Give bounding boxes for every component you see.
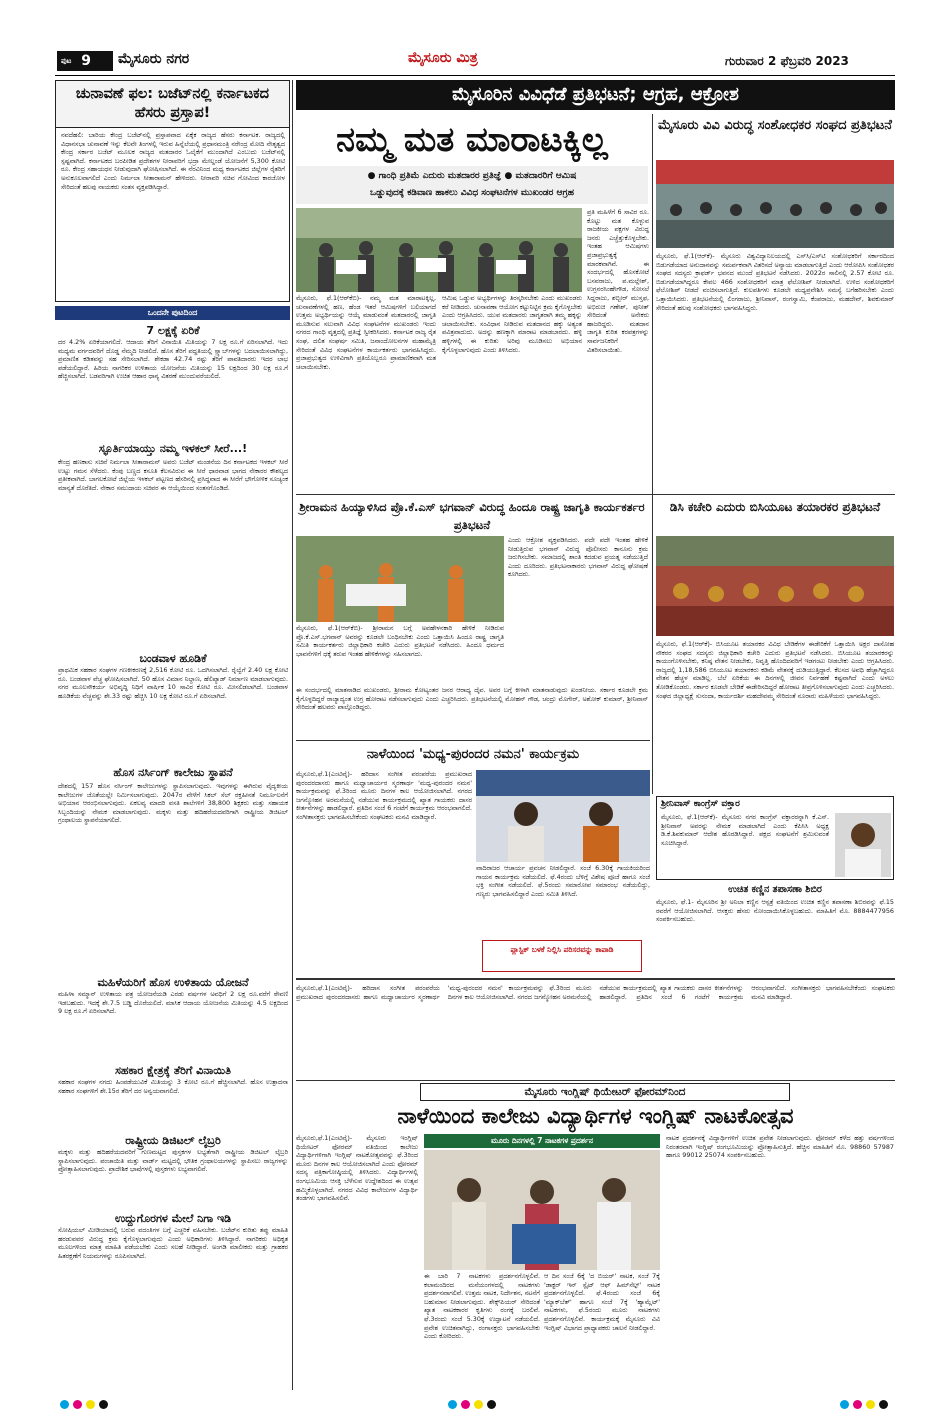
lead-body-col1: ಮೈಸೂರು, ಫೆ.1(ಆರ್‌ಕೆಬಿ)- ನಮ್ಮ ಮತ ಮಾರಾಟಕ್ಕಿಲ್ಲ, ಚುನಾವಣೆಗಳಲ್ಲಿ ಹಣ, ಹೆಂಡ ಇತರೆ ಆಮಿಷಗಳಿಗೆ ಬಲಿಯಾಗದೆ ಉತ್ತಮ ಅಭ್ಯರ್ಥಿಯನ್ನು ಆಯ್ಕೆ ಮಾಡುವಂತೆ ಮತದಾರರಲ್ಲಿ ಜಾಗೃತಿ ಮೂಡಿಸುವ ಸಲುವಾಗಿ ವಿವಿಧ ಸಂಘಟನೆಗಳ ಮುಖಂಡರು ಇಂದು ನಗರದ ಗಾಂಧಿ ವೃತ್ತದಲ್ಲಿ ಪ್ರತಿಜ್ಞೆ ಸ್ವೀಕರಿಸಿದರು. ಕರ್ನಾಟಕ ರಾಜ್ಯ ರೈತ ಸಂಘ, ದಲಿತ ಸಂಘರ್ಷ ಸಮಿತಿ, ಜನಾಂದೋಲನಗಳ ಮಹಾಮೈತ್ರಿ ಸೇರಿದಂತೆ ವಿವಿಧ ಸಂಘಟನೆಗಳ ಕಾರ್ಯಕರ್ತರು ಭಾಗವಹಿಸಿದ್ದರು. ಪ್ರಜಾಪ್ರಭುತ್ವದ ಉಳಿವಿಗಾಗಿ ಪ್ರತಿಯೊಬ್ಬರೂ ಪ್ರಾಮಾಣಿಕವಾಗಿ ಮತ ಚಲಾಯಿಸಬೇಕು.	[296, 294, 436, 371]
press-meet-photo-image	[476, 770, 650, 862]
cooks-protest-photo-image	[656, 536, 894, 636]
cyan-dot	[60, 1400, 69, 1409]
black-dot	[879, 1400, 888, 1409]
srm-body-col2: ಎಂದು ಆಕ್ರೋಶ ವ್ಯಕ್ತಪಡಿಸಿದರು. ಪದೇ ಪದೇ ಇಂತಹ ಹೇಳಿಕೆ ನೀಡುತ್ತಿರುವ ಭಗವಾನ್ ವಿರುದ್ಧ ಪೊಲೀಸರು ಕಾನೂನು ಕ್ರಮ ಜರುಗಿಸಬೇಕು. ಸಮಾಜದಲ್ಲಿ ಶಾಂತಿ ಕದಡುವ ಪ್ರಯತ್ನ ನಡೆಯುತ್ತಿದೆ ಎಂದು ದೂರಿದರು. ಪ್ರತಿಭಟನಾಕಾರರು ಭಗವಾನ್ ವಿರುದ್ಧ ಘೋಷಣೆ ಕೂಗಿದರು.	[508, 536, 648, 579]
lead-body-col3: ಪ್ರತಿ ಮಹಿಳೆಗೆ 6 ಸಾವಿರ ರೂ. ಕೊಟ್ಟು ಮತ ಕೊಳ್ಳುವ ರಾಜಕೀಯ ಪಕ್ಷಗಳ ವಿರುದ್ಧ ಜನರು ಎಚ್ಚೆತ್ತುಕೊಳ್ಳಬೇಕು. ಇಂತಹ ಆಮಿಷಗಳು ಪ್ರಜಾಪ್ರಭುತ್ವಕ್ಕೆ ಮಾರಕವಾಗಿವೆ. ಈ ಸಂದರ್ಭದಲ್ಲಿ ಹೊಸಕೋಟೆ ಬಸವರಾಜು, ಪ.ಮಲ್ಲೇಶ್, ಉಗ್ರನರಸಿಂಹೇಗೌಡ, ಸೋಸಲೆ ಸಿದ್ದರಾಜು, ಶಬ್ಬೀರ್ ಮುಸ್ತಫ, ಅಭಿರುಚಿ ಗಣೇಶ್, ಪುನೀತ್ ಸೇರಿದಂತೆ ಅನೇಕರು ಹಾಜರಿದ್ದರು. ಮತದಾನ ಜಾಗೃತಿ ಕುರಿತ ಕರಪತ್ರಗಳನ್ನು ಸಾರ್ವಜನಿಕರಿಗೆ ವಿತರಿಸಲಾಯಿತು.	[587, 208, 649, 354]
magenta-dot	[853, 1400, 862, 1409]
madhya-headline: ನಾಳೆಯಿಂದ 'ಮಧ್ಯ-ಪುರಂದರ ನಮನ' ಕಾರ್ಯಕ್ರಮ	[366, 747, 580, 762]
section-body: ಮಹಿಳಾ ಸಮ್ಮಾನ್ ಉಳಿತಾಯ ಪತ್ರ ಯೋಜನೆಯಡಿ ಎರಡು ವರ್ಷಗಳ ಅವಧಿಗೆ 2 ಲಕ್ಷ ರೂ.ವರೆಗೆ ಠೇವಣಿ ಇಡಬಹುದು. ಇದಕ್ಕೆ ಶೇ.7.5 ಬಡ್ಡಿ ದೊರೆಯಲಿದೆ. ಮಾಸಿಕ ಆದಾಯ ಯೋಜನೆಯ ಮಿತಿಯನ್ನು 4.5 ಲಕ್ಷದಿಂದ 9 ಲಕ್ಷ ರೂ.ಗೆ ಏರಿಸಲಾಗಿದೆ.	[58, 990, 288, 1016]
magenta-dot	[461, 1400, 470, 1409]
election-headline: ಚುನಾವಣೆ ಫಲ: ಬಜೆಟ್‌ನಲ್ಲಿ ಕರ್ನಾಟಕದ ಹೆಸರು ಪ್ರಸ್ತಾಪ!	[56, 81, 289, 128]
yellow-dot	[474, 1400, 483, 1409]
srm-body-col1: ಮೈಸೂರು, ಫೆ.1(ಆರ್‌ಕೆಬಿ)- ಶ್ರೀರಾಮನ ಬಗ್ಗೆ ಅವಹೇಳನಕಾರಿ ಹೇಳಿಕೆ ನೀಡಿರುವ ಪ್ರೊ.ಕೆ.ಎಸ್.ಭಗವಾನ್ ಅವರನ್ನು ಕೂಡಲೇ ಬಂಧಿಸಬೇಕು ಎಂದು ಒತ್ತಾಯಿಸಿ ಹಿಂದೂ ರಾಷ್ಟ್ರ ಜಾಗೃತಿ ಸಮಿತಿ ಕಾರ್ಯಕರ್ತರು ಜಿಲ್ಲಾಧಿಕಾರಿ ಕಚೇರಿ ಎದುರು ಪ್ರತಿಭಟನೆ ನಡೆಸಿದರು. ಹಿಂದೂ ಧರ್ಮದ ಭಾವನೆಗಳಿಗೆ ಧಕ್ಕೆ ತರುವ ಇಂತಹ ಹೇಳಿಕೆಗಳನ್ನು ಸಹಿಸಲಾಗದು.	[296, 624, 504, 658]
hindu-protest-photo-image	[296, 536, 504, 622]
black-dot	[487, 1400, 496, 1409]
yellow-dot	[86, 1400, 95, 1409]
yellow-dot	[866, 1400, 875, 1409]
vv-photo	[656, 160, 894, 248]
section-title: ಸಹಕಾರ ಕ್ಷೇತ್ರಕ್ಕೆ ತೆರಿಗೆ ವಿನಾಯಿತಿ	[115, 1064, 231, 1077]
section-name: ಮೈಸೂರು ನಗರ	[118, 51, 190, 67]
theatre-body-col3: ಆ ದಿನ ಸಂಜೆ 6ಕ್ಕೆ 'ದ ಬಿಯರ್' ನಾಟಕ, ಸಂಜೆ 7ಕ್ಕೆ 'ಡಾಕ್ಟರ್ ಇನ್ ಸ್ಪೈಟ್ ಆಫ್ ಹಿಮ್‌ಸೆಲ್ಫ್' ನಾಟಕ ಪ್ರದರ್ಶನಗೊಳ್ಳಲಿದೆ. ಫೆ.4ರಂದು ಸಂಜೆ 6ಕ್ಕೆ 'ಮ್ಯಾಕ್‌ಬೆತ್' ಹಾಗೂ ಸಂಜೆ 7ಕ್ಕೆ 'ಹ್ಯಾಮ್ಲೆಟ್' ನಾಟಕಗಳು, ಫೆ.5ರಂದು ಮೂರು ನಾಟಕಗಳು ಪ್ರದರ್ಶನಗೊಳ್ಳಲಿವೆ. ಕಾರ್ಯಕ್ರಮಕ್ಕೆ ಮೈಸೂರು ವಿವಿ ಇಂಗ್ಲಿಷ್ ವಿಭಾಗದ ಪ್ರಾಧ್ಯಾಪಕರು ಚಾಲನೆ ನೀಡಲಿದ್ದಾರೆ.	[544, 1272, 660, 1332]
section-body: ಪ್ರಾಥಮಿಕ ಸಹಕಾರ ಸಂಘಗಳ ಗಣಕೀಕರಣಕ್ಕೆ 2,516 ಕೋಟಿ ರೂ. ಒದಗಿಸಲಾಗಿದೆ. ರೈಲ್ವೆಗೆ 2.40 ಲಕ್ಷ ಕೋಟಿ ರೂ. ಬಂಡವಾಳ ವೆಚ್ಚ ಘೋಷಿಸಲಾಗಿದೆ. 50 ಹೊಸ ವಿಮಾನ ನಿಲ್ದಾಣ, ಹೆಲಿಪ್ಯಾಡ್ ನಿರ್ಮಾಣ ಮಾಡಲಾಗುವುದು. ನಗರ ಮೂಲಸೌಕರ್ಯ ಅಭಿವೃದ್ಧಿ ನಿಧಿಗೆ ವಾರ್ಷಿಕ 10 ಸಾವಿರ ಕೋಟಿ ರೂ. ಮೀಸಲಿಡಲಾಗಿದೆ. ಬಂಡವಾಳ ಹೂಡಿಕೆಯ ವೆಚ್ಚವನ್ನು ಶೇ.33 ರಷ್ಟು ಹೆಚ್ಚಿಸಿ 10 ಲಕ್ಷ ಕೋಟಿ ರೂ.ಗೆ ಏರಿಸಲಾಗಿದೆ.	[58, 666, 288, 700]
plastic-ad: ಪ್ಲಾಸ್ಟಿಕ್ ಬಳಕೆ ನಿಲ್ಲಿಸಿ ಪರಿಸರವನ್ನು ಕಾಪಾಡಿ	[482, 940, 642, 972]
top-banner: ಮೈಸೂರಿನ ವಿವಿಧೆಡೆ ಪ್ರತಿಭಟನೆ; ಆಗ್ರಹ, ಆಕ್ರೋಶ	[296, 80, 895, 110]
eye-camp-headline: ಉಚಿತ ಕಣ್ಣಿನ ತಪಾಸಣಾ ಶಿಬಿರ	[728, 884, 822, 895]
theatre-body-col4: ನಾಟಕ ಪ್ರದರ್ಶನಕ್ಕೆ ವಿದ್ಯಾರ್ಥಿಗಳಿಗೆ ಉಚಿತ ಪ್ರವೇಶ ನೀಡಲಾಗುವುದು. ಫೋರಮ್ ಕಳೆದ ಹತ್ತು ವರ್ಷಗಳಿಂದ ನಿರಂತರವಾಗಿ ಇಂಗ್ಲಿಷ್ ರಂಗಭೂಮಿಯನ್ನು ಪ್ರೋತ್ಸಾಹಿಸುತ್ತಿದೆ. ಹೆಚ್ಚಿನ ಮಾಹಿತಿಗೆ ಮೊ. 98860 57987 ಹಾಗೂ 99012 25074 ಸಂಪರ್ಕಿಸಬಹುದು.	[666, 1134, 894, 1160]
election-body: ನವದೆಹಲಿ: ಬಾರಿಯ ಕೇಂದ್ರ ಬಜೆಟ್‌ನಲ್ಲಿ ಪ್ರಸ್ತಾಪವಾದ ಏಕೈಕ ರಾಜ್ಯದ ಹೆಸರು ಕರ್ನಾಟಕ. ರಾಜ್ಯದಲ್ಲಿ ವಿಧಾನಸಭಾ ಚುನಾವಣೆ ಇನ್ನು ಕೆಲವೇ ತಿಂಗಳಲ್ಲಿ ಇರುವ ಹಿನ್ನೆಲೆಯಲ್ಲಿ ಪ್ರಧಾನಮಂತ್ರಿ ನರೇಂದ್ರ ಮೋದಿ ನೇತೃತ್ವದ ಕೇಂದ್ರ ಸರ್ಕಾರ ಬಜೆಟ್ ಮೂಲಕ ರಾಜ್ಯದ ಮತದಾರರ ಓಲೈಕೆಗೆ ಮುಂದಾಗಿದೆ ಎಂಬುದು ಬಜೆಟ್‌ನಲ್ಲಿ ಸ್ಪಷ್ಟವಾಗಿದೆ. ಕರ್ನಾಟಕದ ಬರಪೀಡಿತ ಪ್ರದೇಶಗಳ ನೀರಾವರಿಗೆ ಭದ್ರಾ ಮೇಲ್ದಂಡೆ ಯೋಜನೆಗೆ 5,300 ಕೋಟಿ ರೂ. ಕೇಂದ್ರ ಸಹಾಯಧನ ನೀಡುವುದಾಗಿ ಘೋಷಿಸಲಾಗಿದೆ. ಈ ನೆರವಿನಿಂದ ಮಧ್ಯ ಕರ್ನಾಟಕದ ಜಿಲ್ಲೆಗಳ ರೈತರಿಗೆ ಅನುಕೂಲವಾಗಲಿದೆ ಎಂದು ನಿರ್ಮಲಾ ಸೀತಾರಾಮನ್ ಹೇಳಿದರು. ನೀರಾವರಿ ಸಚಿವ ಗೋವಿಂದ ಕಾರಜೋಳ ಸೇರಿದಂತೆ ಹಲವು ನಾಯಕರು ಸಂತಸ ವ್ಯಕ್ತಪಡಿಸಿದ್ದಾರೆ.	[61, 131, 285, 191]
row-divider	[296, 740, 650, 741]
theatre-body-col1: ಮೈಸೂರು,ಫೆ.1(ಎಂಟಿವೈ)- ಮೈಸೂರು ಇಂಗ್ಲಿಷ್ ಥಿಯೇಟರ್ ಫೋರಮ್ ವತಿಯಿಂದ ಕಾಲೇಜು ವಿದ್ಯಾರ್ಥಿಗಳಿಗಾಗಿ ಇಂಗ್ಲಿಷ್ ನಾಟಕೋತ್ಸವವನ್ನು ಫೆ.3ರಿಂದ ಮೂರು ದಿನಗಳ ಕಾಲ ಆಯೋಜಿಸಲಾಗಿದೆ ಎಂದು ಫೋರಮ್ ಸದಸ್ಯ ಪತ್ರಿಕಾಗೋಷ್ಠಿಯಲ್ಲಿ ತಿಳಿಸಿದರು. ವಿದ್ಯಾರ್ಥಿಗಳಲ್ಲಿ ರಂಗಭೂಮಿಯ ಆಸಕ್ತಿ ಬೆಳೆಸುವ ಉದ್ದೇಶದಿಂದ ಈ ಉತ್ಸವ ಹಮ್ಮಿಕೊಳ್ಳಲಾಗಿದೆ. ನಗರದ ವಿವಿಧ ಕಾಲೇಜುಗಳ ವಿದ್ಯಾರ್ಥಿ ತಂಡಗಳು ಭಾಗವಹಿಸಲಿವೆ.	[296, 1134, 418, 1203]
vv-headline: ಮೈಸೂರು ವಿವಿ ವಿರುದ್ಧ ಸಂಶೋಧಕರ ಸಂಘದ ಪ್ರತಿಭಟನೆ	[658, 118, 892, 133]
lead-deck-line-2: ಒಡ್ಡುವುದಕ್ಕೆ ಕಡಿವಾಣ ಹಾಕಲು ವಿವಿಧ ಸಂಘಟನೆಗಳ ಮುಖಂಡರ ಆಗ್ರಹ	[370, 188, 574, 198]
page-number-badge	[57, 51, 113, 71]
row-divider	[296, 1080, 895, 1081]
dc-headline: ಡಿಸಿ ಕಚೇರಿ ಎದುರು ಬಿಸಿಯೂಟ ತಯಾರಕರ ಪ್ರತಿಭಟನೆ	[669, 500, 881, 514]
vv-body: ಮೈಸೂರು, ಫೆ.1(ಆರ್‌ಕೆ)- ಮೈಸೂರು ವಿಶ್ವವಿದ್ಯಾನಿಲಯದಲ್ಲಿ ಎಸ್‌ಸಿ/ಎಸ್‌ಟಿ ಸಂಶೋಧಕರಿಗೆ ಸರ್ಕಾರದಿಂದ ಬಿಡುಗಡೆಯಾದ ಅನುದಾನವನ್ನು ಸಮರ್ಪಕವಾಗಿ ವಿತರಿಸದೆ ಅನ್ಯಾಯ ಮಾಡಲಾಗುತ್ತಿದೆ ಎಂದು ಆರೋಪಿಸಿ ಸಂಶೋಧಕರ ಸಂಘದ ಸದಸ್ಯರು ಕ್ರಾಫರ್ಡ್ ಭವನದ ಮುಂದೆ ಪ್ರತಿಭಟನೆ ನಡೆಸಿದರು. 2022ರ ಸಾಲಿನಲ್ಲಿ 2.57 ಕೋಟಿ ರೂ. ಬಿಡುಗಡೆಯಾಗಿದ್ದರೂ ಕೇವಲ 466 ಸಂಶೋಧಕರಿಗೆ ಮಾತ್ರ ಫೆಲೋಶಿಪ್ ನೀಡಲಾಗಿದೆ. ಉಳಿದ ಸಂಶೋಧಕರಿಗೆ ಫೆಲೋಶಿಪ್ ನೀಡದೆ ವಂಚಿಸಲಾಗುತ್ತಿದೆ. ಕುಲಪತಿಗಳು ಕೂಡಲೇ ಮಧ್ಯಪ್ರವೇಶಿಸಿ ಸಮಸ್ಯೆ ಬಗೆಹರಿಸಬೇಕು ಎಂದು ಒತ್ತಾಯಿಸಿದರು. ಪ್ರತಿಭಟನೆಯಲ್ಲಿ ಲಿಂಗರಾಜು, ಶ್ರೀನಿವಾಸ್, ರಂಗಸ್ವಾಮಿ, ಕೆಂಪರಾಜು, ಮಹದೇವ್, ಶಿವಕುಮಾರ್ ಸೇರಿದಂತೆ ಹಲವು ಸಂಶೋಧಕರು ಭಾಗವಹಿಸಿದ್ದರು.	[656, 252, 894, 312]
lead-photo	[296, 208, 582, 292]
section-title: ಮಹಿಳೆಯರಿಗೆ ಹೊಸ ಉಳಿತಾಯ ಯೋಜನೆ	[97, 976, 249, 989]
section-title: 7 ಲಕ್ಷಕ್ಕೆ ಏರಿಕೆ	[146, 324, 200, 337]
protest-photo-image	[296, 208, 582, 292]
cyan-dot	[840, 1400, 849, 1409]
registration-marks-right	[840, 1400, 888, 1409]
eye-camp-story	[656, 884, 894, 974]
lead-body-col2: ಆಮಿಷ ಒಡ್ಡುವ ಅಭ್ಯರ್ಥಿಗಳನ್ನು ತಿರಸ್ಕರಿಸಬೇಕು ಎಂದು ಮುಖಂಡರು ಕರೆ ನೀಡಿದರು. ಚುನಾವಣಾ ಆಯೋಗ ಕಟ್ಟುನಿಟ್ಟಿನ ಕ್ರಮ ಕೈಗೊಳ್ಳಬೇಕು ಎಂದು ಆಗ್ರಹಿಸಿದರು. ಯುವ ಮತದಾರರು ಜಾಗೃತರಾಗಿ ತಮ್ಮ ಹಕ್ಕನ್ನು ಚಲಾಯಿಸಬೇಕು. ಸಂವಿಧಾನ ನೀಡಿರುವ ಮತದಾನದ ಹಕ್ಕು ಅತ್ಯಂತ ಪವಿತ್ರವಾದುದು. ಅದನ್ನು ಹಣಕ್ಕಾಗಿ ಮಾರಾಟ ಮಾಡಬಾರದು. ಹಳ್ಳಿ ಹಳ್ಳಿಗಳಲ್ಲಿ ಈ ಕುರಿತು ಅರಿವು ಮೂಡಿಸಲು ಅಭಿಯಾನ ಕೈಗೊಳ್ಳಲಾಗುವುದು ಎಂದು ತಿಳಿಸಿದರು.	[442, 294, 582, 354]
cyan-dot	[448, 1400, 457, 1409]
madhya-body-col1: ಮೈಸೂರು,ಫೆ.1(ಎಂಟಿವೈ)- ಹರಿದಾಸ ಸಂಗೀತ ಪರಂಪರೆಯ ಪ್ರಮುಖರಾದ ಪುರಂದರದಾಸರು ಹಾಗೂ ಮಧ್ವಾಚಾರ್ಯರ ಸ್ಮರಣಾರ್ಥ 'ಮಧ್ವ-ಪುರಂದರ ನಮನ' ಕಾರ್ಯಕ್ರಮವನ್ನು ಫೆ.3ರಿಂದ ಮೂರು ದಿನಗಳ ಕಾಲ ಆಯೋಜಿಸಲಾಗಿದೆ. ನಗರದ ಜಗನ್ಮೋಹನ ಅರಮನೆಯಲ್ಲಿ ನಡೆಯುವ ಕಾರ್ಯಕ್ರಮದಲ್ಲಿ ಖ್ಯಾತ ಗಾಯಕರು ದಾಸರ ಕೀರ್ತನೆಗಳನ್ನು ಹಾಡಲಿದ್ದಾರೆ. ಪ್ರತಿದಿನ ಸಂಜೆ 6 ಗಂಟೆಗೆ ಕಾರ್ಯಕ್ರಮ ಆರಂಭವಾಗಲಿದೆ. ಸಂಗೀತಾಸಕ್ತರು ಭಾಗವಹಿಸಬೇಕೆಂದು ಸಂಘಟಕರು ಮನವಿ ಮಾಡಿದ್ದಾರೆ.	[296, 770, 472, 821]
researchers-photo-image	[656, 160, 894, 248]
section-body: ದರ 4.2% ಏರಿಕೆಯಾಗಲಿದೆ. ಆದಾಯ ತೆರಿಗೆ ವಿನಾಯಿತಿ ಮಿತಿಯನ್ನು 7 ಲಕ್ಷ ರೂ.ಗೆ ಏರಿಸಲಾಗಿದೆ. ಇದು ಮಧ್ಯಮ ವರ್ಗದವರಿಗೆ ದೊಡ್ಡ ನೆಮ್ಮದಿ ನೀಡಲಿದೆ. ಹೊಸ ತೆರಿಗೆ ಪದ್ಧತಿಯಲ್ಲಿ ಸ್ಲ್ಯಾಬ್‌ಗಳನ್ನು ಬದಲಾಯಿಸಲಾಗಿದ್ದು, ಪ್ರಮಾಣಿತ ಕಡಿತವನ್ನು ಸಹ ಸೇರಿಸಲಾಗಿದೆ. ಶೇಕಡಾ 42.74 ರಷ್ಟು ತೆರಿಗೆ ಪಾವತಿದಾರರು ಇದರ ಲಾಭ ಪಡೆಯಲಿದ್ದಾರೆ. ಹಿರಿಯ ನಾಗರಿಕರ ಉಳಿತಾಯ ಯೋಜನೆಯ ಮಿತಿಯನ್ನು 15 ಲಕ್ಷದಿಂದ 30 ಲಕ್ಷ ರೂ.ಗೆ ಹೆಚ್ಚಿಸಲಾಗಿದೆ. ಬಡವರಿಗಾಗಿ ಉಚಿತ ಆಹಾರ ಧಾನ್ಯ ವಿತರಣೆ ಮುಂದುವರೆಯಲಿದೆ.	[58, 338, 288, 381]
section-body: ಕೇಂದ್ರ ಹಣಕಾಸು ಸಚಿವೆ ನಿರ್ಮಲಾ ಸೀತಾರಾಮನ್ ಅವರು ಬಜೆಟ್ ಮಂಡನೆಯ ದಿನ ಕರ್ನಾಟಕದ ಇಳಕಲ್ ಸೀರೆ ಉಟ್ಟು ಗಮನ ಸೆಳೆದರು. ಕೆಂಪು ಬಣ್ಣದ ಕಸೂತಿ ಕೆಲಸವಿರುವ ಈ ಸೀರೆ ಧಾರವಾಡ ಭಾಗದ ನೇಕಾರರ ಕೌಶಲ್ಯದ ಪ್ರತೀಕವಾಗಿದೆ. ಬಾಗಲಕೋಟೆ ಜಿಲ್ಲೆಯ ಇಳಕಲ್ ಪಟ್ಟಣದ ಹೆಸರಿನಲ್ಲಿ ಪ್ರಸಿದ್ಧವಾದ ಈ ಸೀರೆಗೆ ಭೌಗೋಳಿಕ ಸೂಚ್ಯಂಕ ಮಾನ್ಯತೆ ದೊರೆತಿದೆ. ನೇಕಾರ ಸಮುದಾಯ ಸಚಿವರ ಈ ಆಯ್ಕೆಯಿಂದ ಸಂತಸಗೊಂಡಿದೆ.	[58, 458, 288, 492]
left-continued-column	[58, 324, 288, 1384]
section-title: ಹೊಸ ನರ್ಸಿಂಗ್ ಕಾಲೇಜು ಸ್ಥಾಪನೆ	[113, 766, 233, 779]
row-divider	[296, 978, 895, 980]
section-title: ಸ್ಫೂರ್ತಿಯಾಯ್ತು ನಮ್ಮ ಇಳಕಲ್ ಸೀರೆ...!	[98, 442, 248, 455]
section-body: ಸೋಷಿಯಲ್ ಮೀಡಿಯಾದಲ್ಲಿ ಬರುವ ವದಂತಿಗಳ ಬಗ್ಗೆ ಎಚ್ಚರಿಕೆ ವಹಿಸಬೇಕು. ಬಜೆಟ್‌ನ ಕುರಿತು ತಪ್ಪು ಮಾಹಿತಿ ಹರಡುವವರ ವಿರುದ್ಧ ಕ್ರಮ ಕೈಗೊಳ್ಳಲಾಗುವುದು ಎಂದು ಅಧಿಕಾರಿಗಳು ತಿಳಿಸಿದ್ದಾರೆ. ನಾಗರಿಕರು ಅಧಿಕೃತ ಮೂಲಗಳಿಂದ ಮಾತ್ರ ಮಾಹಿತಿ ಪಡೆಯಬೇಕು ಎಂದು ಸಲಹೆ ನೀಡಿದ್ದಾರೆ. ಅಂಗಡಿ ಮಾಲೀಕರು ಮತ್ತು ಗ್ರಾಹಕರ ಹಿತರಕ್ಷಣೆಗೆ ನಿಯಮಗಳನ್ನು ರೂಪಿಸಲಾಗಿದೆ.	[58, 1226, 288, 1260]
page-label: ಪುಟ	[61, 56, 72, 65]
page-number: 9	[81, 53, 92, 69]
theatre-press-photo-image	[424, 1150, 660, 1270]
column-divider	[292, 80, 293, 1390]
madhya-body-col2: ವಾದಿರಾಜರ ಆಚಾರ್ಯ ಪ್ರವಚನ ನೀಡಲಿದ್ದಾರೆ. ಸಂಜೆ 6.30ಕ್ಕೆ ಗಾಯಕಿಯರಿಂದ ಗಾಯನ ಕಾರ್ಯಕ್ರಮ ನಡೆಯಲಿದೆ. ಫೆ.4ರಂದು ಬೆಳಿಗ್ಗೆ ವಿಶೇಷ ಪೂಜೆ ಹಾಗೂ ಸಂಜೆ ಭಕ್ತಿ ಸಂಗೀತ ನಡೆಯಲಿದೆ. ಫೆ.5ರಂದು ಸಮಾರೋಪ ಸಮಾರಂಭ ನಡೆಯಲಿದ್ದು, ಗಣ್ಯರು ಭಾಗವಹಿಸಲಿದ್ದಾರೆ ಎಂದು ಸಮಿತಿ ತಿಳಿಸಿದೆ.	[476, 864, 650, 898]
black-dot	[99, 1400, 108, 1409]
srm-headline: ಶ್ರೀರಾಮನ ಹಿಯ್ಯಾಳಿಸಿದ ಪ್ರೊ.ಕೆ.ಎಸ್ ಭಗವಾನ್ ವಿರುದ್ಧ ಹಿಂದೂ ರಾಷ್ಟ್ರ ಜಾಗೃತಿ ಕಾರ್ಯಕರ್ತರ ಪ್ರತಿಭಟನೆ	[299, 500, 645, 532]
continued-label: ಒಂದನೇ ಪುಟದಿಂದ	[55, 306, 290, 320]
section-body: ಸಹಕಾರ ಸಂಘಗಳ ನಗದು ಹಿಂಪಡೆಯುವಿಕೆ ಮಿತಿಯನ್ನು 3 ಕೋಟಿ ರೂ.ಗೆ ಹೆಚ್ಚಿಸಲಾಗಿದೆ. ಹೊಸ ಉತ್ಪಾದನಾ ಸಹಕಾರ ಸಂಘಗಳಿಗೆ ಶೇ.15ರ ತೆರಿಗೆ ದರ ಅನ್ವಯವಾಗಲಿದೆ.	[58, 1078, 288, 1095]
srinivas-headline: ಶ್ರೀನಿವಾಸ್ ಕಾಂಗ್ರೆಸ್ ವಕ್ತಾರ	[661, 799, 740, 809]
magenta-dot	[73, 1400, 82, 1409]
section-title: ರಾಷ್ಟ್ರೀಯ ಡಿಜಿಟಲ್ ಲೈಬ್ರರಿ	[125, 1134, 221, 1147]
section-body: ಮಕ್ಕಳು ಮತ್ತು ಹದಿಹರೆಯದವರಿಗೆ ಗುಣಮಟ್ಟದ ಪುಸ್ತಕಗಳ ಲಭ್ಯತೆಗಾಗಿ ರಾಷ್ಟ್ರೀಯ ಡಿಜಿಟಲ್ ಲೈಬ್ರರಿ ಸ್ಥಾಪಿಸಲಾಗುವುದು. ಪಂಚಾಯಿತಿ ಮತ್ತು ವಾರ್ಡ್ ಮಟ್ಟದಲ್ಲಿ ಭೌತಿಕ ಗ್ರಂಥಾಲಯಗಳನ್ನು ಸ್ಥಾಪಿಸಲು ರಾಜ್ಯಗಳನ್ನು ಪ್ರೋತ್ಸಾಹಿಸಲಾಗುವುದು. ಪ್ರಾದೇಶಿಕ ಭಾಷೆಗಳಲ್ಲಿ ಪುಸ್ತಕಗಳು ಲಭ್ಯವಾಗಲಿವೆ.	[58, 1148, 288, 1174]
section-title: ಉದ್ದುಗೊರಗಳ ಮೇಲೆ ನಿಗಾ ಇಡಿ	[114, 1212, 232, 1225]
theatre-kicker: ಮೈಸೂರು ಇಂಗ್ಲಿಷ್ ಥಿಯೇಟರ್ ಫೋರಮ್‌ನಿಂದ	[420, 1083, 790, 1101]
section-body: ದೇಶದಲ್ಲಿ 157 ಹೊಸ ನರ್ಸಿಂಗ್ ಕಾಲೇಜುಗಳನ್ನು ಸ್ಥಾಪಿಸಲಾಗುವುದು. ಇವುಗಳನ್ನು ಈಗಿರುವ ವೈದ್ಯಕೀಯ ಕಾಲೇಜುಗಳ ಜೊತೆಯಲ್ಲೇ ನಿರ್ಮಿಸಲಾಗುವುದು. 2047ರ ವೇಳೆಗೆ ಸಿಕಲ್ ಸೆಲ್ ರಕ್ತಹೀನತೆ ನಿರ್ಮೂಲನೆಗೆ ಅಭಿಯಾನ ಆರಂಭಿಸಲಾಗುವುದು. ಏಕಲವ್ಯ ಮಾದರಿ ವಸತಿ ಶಾಲೆಗಳಿಗೆ 38,800 ಶಿಕ್ಷಕರು ಮತ್ತು ಸಹಾಯಕ ಸಿಬ್ಬಂದಿಯನ್ನು ನೇಮಕ ಮಾಡಲಾಗುವುದು. ಮಕ್ಕಳು ಮತ್ತು ಹದಿಹರೆಯದವರಿಗಾಗಿ ರಾಷ್ಟ್ರೀಯ ಡಿಜಿಟಲ್ ಗ್ರಂಥಾಲಯ ಸ್ಥಾಪನೆಯಾಗಲಿದೆ.	[58, 782, 288, 825]
theatre-subbar: ಮೂರು ದಿನಗಳಲ್ಲಿ 7 ನಾಟಕಗಳ ಪ್ರದರ್ಶನ	[424, 1134, 660, 1148]
masthead: ಮೈಸೂರು ಮಿತ್ರ	[408, 50, 478, 66]
madhya-photo	[476, 770, 650, 862]
election-story	[55, 80, 290, 302]
portrait-image	[835, 813, 891, 877]
registration-marks-left	[60, 1400, 108, 1409]
theatre-body-col2: ಈ ಬಾರಿ 7 ನಾಟಕಗಳು ಪ್ರದರ್ಶನಗೊಳ್ಳಲಿವೆ. ಕಲಾಮಂದಿರದ ಮನೆಯಂಗಳದಲ್ಲಿ ನಾಟಕಗಳು ಪ್ರದರ್ಶನವಾಗಲಿವೆ. ಉತ್ತಮ ನಾಟಕ, ನಿರ್ದೇಶನ, ನಟನೆಗೆ ಬಹುಮಾನ ನೀಡಲಾಗುವುದು. ಶೇಕ್ಸ್‌ಪಿಯರ್ ಸೇರಿದಂತೆ ಖ್ಯಾತ ನಾಟಕಕಾರರ ಕೃತಿಗಳು ರಂಗಕ್ಕೆ ಬರಲಿವೆ. ಫೆ.3ರಂದು ಸಂಜೆ 5.30ಕ್ಕೆ ಉದ್ಘಾಟನೆ ನಡೆಯಲಿದೆ. ಪ್ರವೇಶ ಉಚಿತವಾಗಿದ್ದು, ರಂಗಾಸಕ್ತರು ಭಾಗವಹಿಸಬೇಕು ಎಂದು ಕೋರಿದರು.	[424, 1272, 540, 1341]
dc-body: ಮೈಸೂರು, ಫೆ.1(ಆರ್‌ಕೆ)- ಬಿಸಿಯೂಟ ತಯಾರಕರ ವಿವಿಧ ಬೇಡಿಕೆಗಳ ಈಡೇರಿಕೆಗೆ ಒತ್ತಾಯಿಸಿ ಅಕ್ಷರ ದಾಸೋಹ ನೌಕರರ ಸಂಘದ ಸದಸ್ಯರು ಜಿಲ್ಲಾಧಿಕಾರಿ ಕಚೇರಿ ಎದುರು ಪ್ರತಿಭಟನೆ ನಡೆಸಿದರು. ಬಿಸಿಯೂಟ ತಯಾರಕರನ್ನು ಕಾಯಂಗೊಳಿಸಬೇಕು, ಕನಿಷ್ಠ ವೇತನ ನೀಡಬೇಕು, ನಿವೃತ್ತಿ ಹೊಂದಿದವರಿಗೆ ಇಡಗಂಟು ನೀಡಬೇಕು ಎಂದು ಆಗ್ರಹಿಸಿದರು. ರಾಜ್ಯದಲ್ಲಿ 1,18,586 ಬಿಸಿಯೂಟ ತಯಾರಕರು ಕಡಿಮೆ ವೇತನಕ್ಕೆ ದುಡಿಯುತ್ತಿದ್ದಾರೆ. ಕೆಲಸದ ಅವಧಿ ಹೆಚ್ಚಾಗಿದ್ದರೂ ವೇತನ ಹೆಚ್ಚಳ ಮಾಡಿಲ್ಲ. ಬೆಲೆ ಏರಿಕೆಯ ಈ ದಿನಗಳಲ್ಲಿ ಜೀವನ ನಿರ್ವಹಣೆ ಕಷ್ಟವಾಗಿದೆ ಎಂದು ಅಳಲು ತೋಡಿಕೊಂಡರು. ಸರ್ಕಾರ ಕೂಡಲೇ ಬೇಡಿಕೆ ಈಡೇರಿಸದಿದ್ದರೆ ಹೋರಾಟ ತೀವ್ರಗೊಳಿಸಲಾಗುವುದು ಎಂದು ಎಚ್ಚರಿಸಿದರು. ಸಂಘದ ಜಿಲ್ಲಾಧ್ಯಕ್ಷೆ ಸುನಂದಾ, ಕಾರ್ಯದರ್ಶಿ ಮಹದೇವಮ್ಮ ಸೇರಿದಂತೆ ನೂರಾರು ಮಹಿಳೆಯರು ಭಾಗವಹಿಸಿದ್ದರು.	[656, 640, 894, 700]
lead-deck-line-1: ● ಗಾಂಧಿ ಪ್ರತಿಮೆ ಎದುರು ಮತದಾರರ ಪ್ರತಿಜ್ಞೆ ● ಮತದಾರರಿಗೆ ಆಮಿಷ	[367, 171, 577, 181]
row-divider	[296, 494, 895, 495]
eye-camp-body: ಮೈಸೂರು, ಫೆ.1- ಮೈಸೂರಿನ ಶ್ರೀ ಅನಿಲಾ ಕಣ್ಣಿನ ಆಸ್ಪತ್ರೆ ವತಿಯಿಂದ ಉಚಿತ ಕಣ್ಣಿನ ತಪಾಸಣಾ ಶಿಬಿರವನ್ನು ಫೆ.15 ರವರೆಗೆ ಆಯೋಜಿಸಲಾಗಿದೆ. ಆಸಕ್ತರು ಹೆಸರು ನೋಂದಾಯಿಸಿಕೊಳ್ಳಬಹುದು. ಮಾಹಿತಿಗೆ ಮೊ. 8884477956 ಸಂಪರ್ಕಿಸಬಹುದು.	[656, 898, 894, 924]
section-title: ಬಂಡವಾಳ ಹೂಡಿಕೆ	[139, 652, 207, 665]
theatre-photo	[424, 1150, 660, 1270]
column-divider	[652, 114, 653, 794]
srinivas-story	[656, 796, 894, 880]
srm-body-col3: ಈ ಸಂದರ್ಭದಲ್ಲಿ ಮಾತನಾಡಿದ ಮುಖಂಡರು, ಶ್ರೀರಾಮ ಕೋಟ್ಯಂತರ ಜನರ ಆರಾಧ್ಯ ದೈವ. ಅವರ ಬಗ್ಗೆ ಕೀಳಾಗಿ ಮಾತನಾಡುವುದು ಖಂಡನೀಯ. ಸರ್ಕಾರ ಕೂಡಲೇ ಕ್ರಮ ಕೈಗೊಳ್ಳದಿದ್ದರೆ ರಾಜ್ಯಾದ್ಯಂತ ಉಗ್ರ ಹೋರಾಟ ನಡೆಸಲಾಗುವುದು ಎಂದು ಎಚ್ಚರಿಸಿದರು. ಪ್ರತಿಭಟನೆಯಲ್ಲಿ ಮೋಹನ್ ಗೌಡ, ಚಂದ್ರು ಮೊಗೇರ್, ಅಶೋಕ್ ಕುಮಾರ್, ಶ್ರೀನಿವಾಸ್ ಸೇರಿದಂತೆ ಹಲವರು ಪಾಲ್ಗೊಂಡಿದ್ದರು.	[296, 686, 648, 712]
lead-deck	[296, 166, 648, 204]
srinivas-body: ಮೈಸೂರು, ಫೆ.1(ಆರ್‌ಕೆ)- ಮೈಸೂರು ನಗರ ಕಾಂಗ್ರೆಸ್ ವಕ್ತಾರರನ್ನಾಗಿ ಕೆ.ಎಸ್. ಶ್ರೀನಿವಾಸ್ ಅವರನ್ನು ನೇಮಕ ಮಾಡಲಾಗಿದೆ ಎಂದು ಕೆಪಿಸಿಸಿ ಅಧ್ಯಕ್ಷ ಡಿ.ಕೆ.ಶಿವಕುಮಾರ್ ಆದೇಶ ಹೊರಡಿಸಿದ್ದಾರೆ. ಪಕ್ಷದ ಸಂಘಟನೆಗೆ ಶ್ರಮಿಸುವಂತೆ ಸೂಚಿಸಿದ್ದಾರೆ.	[661, 813, 829, 847]
srinivas-portrait	[835, 813, 891, 877]
lead-headline: ನಮ್ಮ ಮತ ಮಾರಾಟಕ್ಕಿಲ್ಲ	[336, 120, 608, 160]
srm-photo	[296, 536, 504, 622]
dc-photo	[656, 536, 894, 636]
theatre-headline: ನಾಳೆಯಿಂದ ಕಾಲೇಜು ವಿದ್ಯಾರ್ಥಿಗಳ ಇಂಗ್ಲಿಷ್ ನಾಟಕೋತ್ಸವ	[397, 1104, 794, 1128]
issue-date: ಗುರುವಾರ 2 ಫೆಬ್ರವರಿ 2023	[725, 54, 849, 68]
madhya-continuation: ಮೈಸೂರು,ಫೆ.1(ಎಂಟಿವೈ)- ಹರಿದಾಸ ಸಂಗೀತ ಪರಂಪರೆಯ ಪ್ರಮುಖರಾದ ಪುರಂದರದಾಸರು ಹಾಗೂ ಮಧ್ವಾಚಾರ್ಯರ ಸ್ಮರಣಾರ್ಥ 'ಮಧ್ವ-ಪುರಂದರ ನಮನ' ಕಾರ್ಯಕ್ರಮವನ್ನು ಫೆ.3ರಿಂದ ಮೂರು ದಿನಗಳ ಕಾಲ ಆಯೋಜಿಸಲಾಗಿದೆ. ನಗರದ ಜಗನ್ಮೋಹನ ಅರಮನೆಯಲ್ಲಿ ನಡೆಯುವ ಕಾರ್ಯಕ್ರಮದಲ್ಲಿ ಖ್ಯಾತ ಗಾಯಕರು ದಾಸರ ಕೀರ್ತನೆಗಳನ್ನು ಹಾಡಲಿದ್ದಾರೆ. ಪ್ರತಿದಿನ ಸಂಜೆ 6 ಗಂಟೆಗೆ ಕಾರ್ಯಕ್ರಮ ಆರಂಭವಾಗಲಿದೆ. ಸಂಗೀತಾಸಕ್ತರು ಭಾಗವಹಿಸಬೇಕೆಂದು ಸಂಘಟಕರು ಮನವಿ ಮಾಡಿದ್ದಾರೆ.	[296, 984, 895, 1001]
registration-marks-center	[448, 1400, 496, 1409]
